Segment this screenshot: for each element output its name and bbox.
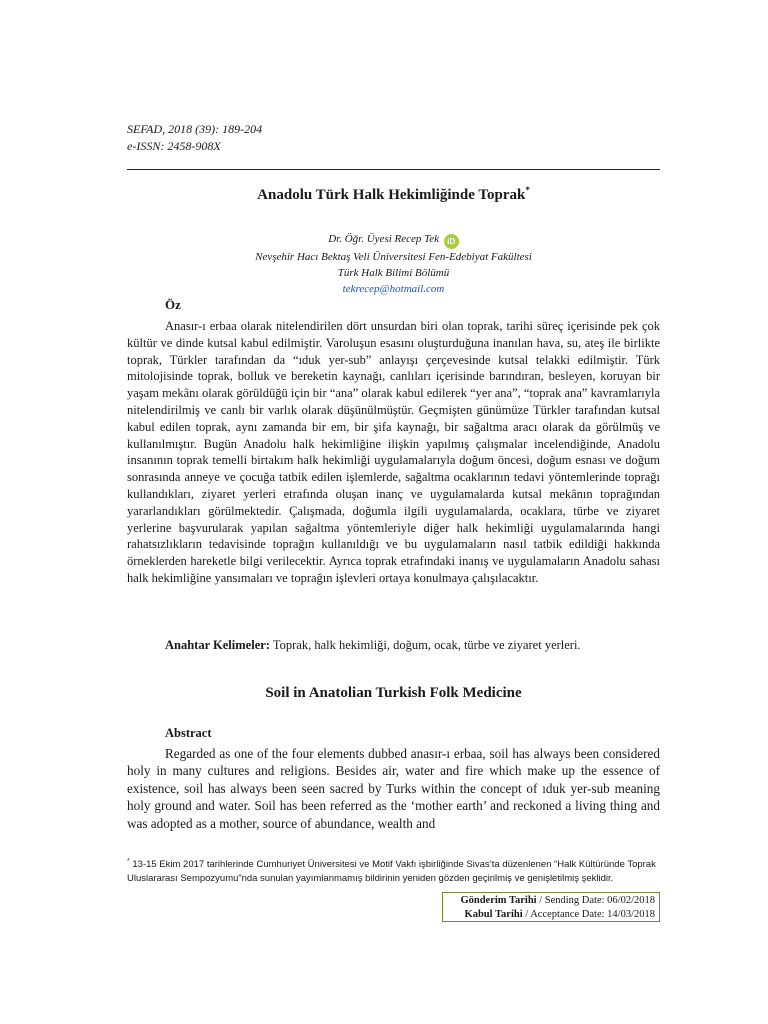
author-block	[127, 231, 660, 297]
abstract-english-text: Regarded as one of the four elements dubbed anasır-ı erbaa, soil has always been considered holy in many cultures and religions. Besides air, water and fire which make up the essence of existence, soil has always been seen sacred by Turks within the concept of ıduk yer-sub meaning holy ground and water. Soil has been referred as the ‘mother earth’ and reckoned a living thing and was adopted as a mother, source of abundance, wealth and	[127, 746, 660, 831]
submission-dates-box	[442, 892, 660, 922]
journal-citation: SEFAD, 2018 (39): 189-204	[127, 122, 263, 136]
keywords-label: Anahtar Kelimeler:	[165, 638, 270, 652]
title-english: Soil in Anatolian Turkish Folk Medicine	[265, 685, 522, 701]
abstract-heading: Abstract	[165, 726, 212, 740]
abstract-turkish-text: Anasır-ı erbaa olarak nitelendirilen dört unsurdan biri olan toprak, tarihi süreç içerisinde pek çok kültür ve dinde kutsal kabul edilmiştir. Varoluşun esasını oluşturduğuna inanılan hava, su, ateş ile birlikte toprak, Türkler tarafından da “ıduk yer-sub” anlayışı çerçevesinde kutsal telakki edilmiştir. Türk mitolojisinde toprak, bolluk ve bereketin kaynağı, canlıları içerisinde barındıran, besleyen, koruyan bir yaşam mekânı olarak görüldüğü için bir “ana” olarak kabul edilerek “yer ana”, “toprak ana” kavramlarıyla nitelendirilmiş ve canlı bir varlık olarak düşünülmüştür. Geçmişten günümüze Türkler tarafından kutsal kabul edilen toprak, aynı zamanda bir em, bir şifa kaynağı, bir sağaltma aracı olarak da görülmüş ve kullanılmıştır. Bugün Anadolu halk hekimliğine ilişkin yapılmış çalışmalar incelendiğinde, Anadolu insanının toprak temelli birtakım halk hekimliği uygulamalarıyla doğum öncesi, doğum esnası ve doğum sonrasında anneye ve çocuğa tatbik edilen işlemlerde, sağaltma ocaklarının tedavi yöntemlerinde toprağı kullandıkları, ziyaret yerleri etrafında oluşan inanç ve uygulamalarda kutsal mekânın toprağından yararlandıkları görülmektedir. Çalışmada, doğumla ilgili uygulamalarda, ocaklara, türbe ve ziyaret yerlerine başvurularak yapılan sağaltma yöntemleriyle diğer halk hekimliği uygulamalarında hangi rahatsızlıkların tedavisinde toprağın kullanıldığı ve bu uygulamaların nasıl tatbik edildiği hakkında örneklerden hareketle bilgi verilecektir. Ayrıca toprak etrafındaki inanış ve uygulamaların Anadolu sahası halk hekimliğine yansımaları ve toprağın işlevleri ortaya konulmaya çalışılacaktır.	[127, 319, 660, 585]
orcid-icon[interactable]: iD	[444, 234, 459, 249]
acceptance-date-value: / Acceptance Date: 14/03/2018	[522, 908, 655, 920]
keywords-line	[165, 638, 581, 653]
footnote	[127, 855, 660, 885]
header-rule	[127, 169, 660, 170]
sending-date-label: Gönderim Tarihi	[460, 895, 537, 906]
keywords-text: Toprak, halk hekimliği, doğum, ocak, türbe ve ziyaret yerleri.	[269, 638, 581, 652]
journal-header	[127, 121, 262, 155]
acceptance-date-label: Kabul Tarihi	[464, 908, 523, 920]
title-turkish	[127, 185, 660, 204]
sending-date-line	[443, 894, 655, 908]
journal-issn: e-ISSN: 2458-908X	[127, 139, 221, 153]
author-affiliation-faculty: Nevşehir Hacı Bektaş Veli Üniversitesi Fen-Edebiyat Fakültesi	[255, 251, 532, 263]
footnote-text: 13-15 Ekim 2017 tarihlerinde Cumhuriyet Üniversitesi ve Motif Vakfı işbirliğinde Sivas’ta düzenlenen “Halk Kültüründe Toprak Uluslararası Sempozyumu”nda sunulan yayımlanmamış bildirinin yeniden gözden geçirilmiş ve genişletilmiş şeklidir.	[127, 859, 656, 884]
acceptance-date-line	[443, 908, 655, 922]
title-footnote-marker: *	[525, 185, 530, 195]
oz-heading: Öz	[165, 297, 181, 312]
author-name: Dr. Öğr. Üyesi Recep Tek	[328, 233, 440, 245]
footnote-marker: *	[127, 858, 130, 865]
author-affiliation-department: Türk Halk Bilimi Bölümü	[337, 267, 450, 279]
title-turkish-text: Anadolu Türk Halk Hekimliğinde Toprak	[257, 187, 526, 203]
author-email-link[interactable]: tekrecep@hotmail.com	[342, 283, 445, 295]
sending-date-value: / Sending Date: 06/02/2018	[536, 895, 655, 906]
